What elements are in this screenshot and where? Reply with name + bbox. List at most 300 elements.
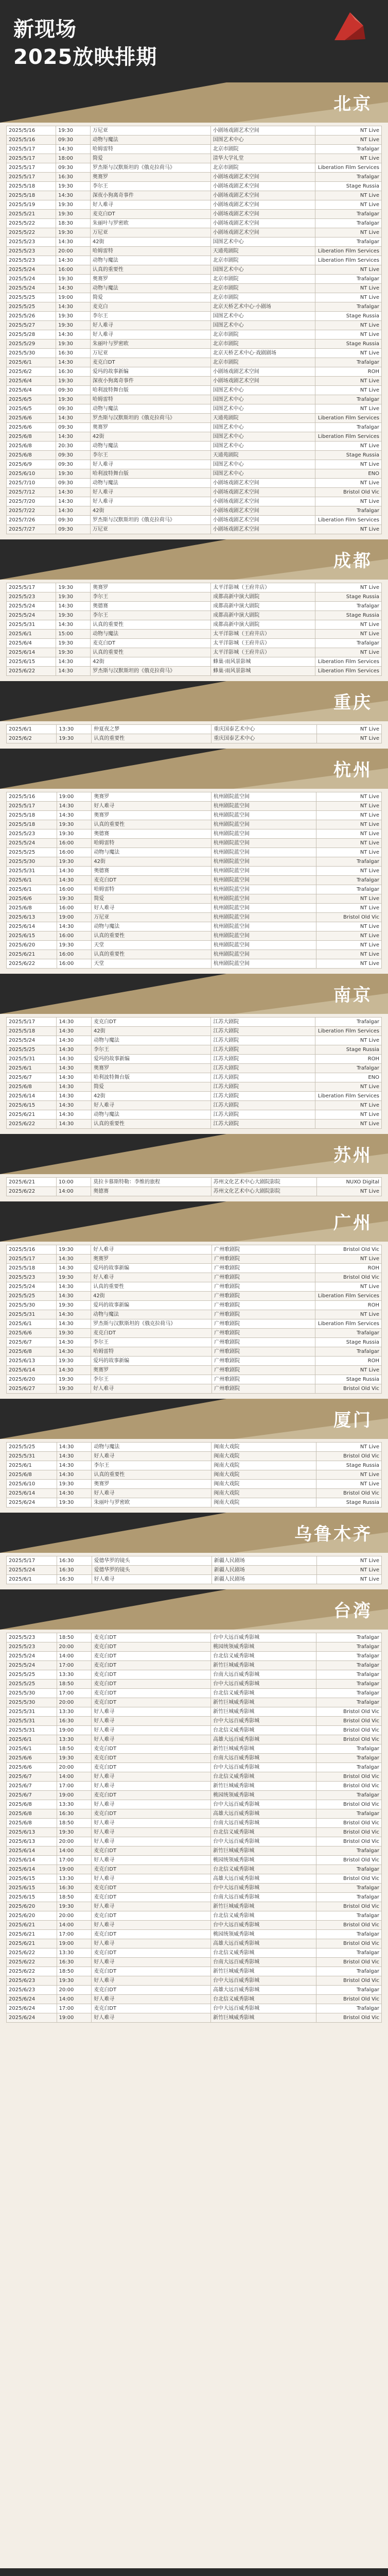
time-cell: 16:30 <box>57 1809 92 1819</box>
date-cell: 2025/6/27 <box>7 1384 57 1394</box>
date-cell: 2025/6/14 <box>7 922 57 931</box>
company-cell: Trafalgar <box>316 885 381 894</box>
title-cell: 天堂 <box>92 959 211 969</box>
date-cell: 2025/5/17 <box>7 173 56 182</box>
city-name: 杭州 <box>333 760 373 781</box>
table-row <box>7 913 382 922</box>
table-row <box>7 340 382 349</box>
time-cell: 19:00 <box>57 2013 92 2023</box>
city-section <box>0 82 388 534</box>
time-cell: 14:30 <box>56 238 91 247</box>
title-cell: 李尔王 <box>90 312 210 321</box>
venue-cell: 小剧场戏剧艺术空间 <box>210 516 315 525</box>
venue-cell: 广州歌剧院 <box>212 1255 315 1264</box>
date-cell: 2025/6/21 <box>7 1939 57 1948</box>
table-row <box>7 1375 382 1384</box>
company-cell: NT Live <box>315 460 382 469</box>
company-cell: Bristol Old Vic <box>316 1828 381 1837</box>
title-cell: 好人难寻 <box>92 1489 211 1498</box>
venue-cell: 台北信义威秀影城 <box>211 1911 316 1921</box>
time-cell: 13:30 <box>57 1800 92 1809</box>
city-section <box>0 539 388 676</box>
venue-cell: 杭州剧院蓝空间 <box>211 839 316 848</box>
venue-cell: 苏州文化艺术中心大剧院影院 <box>211 1187 316 1196</box>
date-cell: 2025/5/31 <box>7 620 56 630</box>
table-row <box>7 1470 382 1480</box>
table-row <box>7 1443 382 1452</box>
company-cell: NT Live <box>316 867 381 876</box>
date-cell: 2025/7/20 <box>7 497 56 506</box>
company-cell: Bristol Old Vic <box>316 1452 381 1461</box>
time-cell: 20:00 <box>57 1986 92 1995</box>
title-cell: 动物与魔法 <box>90 479 210 488</box>
company-cell: Trafalgar <box>315 173 382 182</box>
company-cell: Bristol Old Vic <box>316 1735 381 1744</box>
date-cell: 2025/6/5 <box>7 395 56 404</box>
venue-cell: 台中大远百威秀影城 <box>211 1633 316 1642</box>
date-cell: 2025/5/16 <box>7 126 56 135</box>
time-cell: 20:00 <box>57 1763 92 1772</box>
date-cell: 2025/6/21 <box>7 1921 57 1930</box>
venue-cell: 苏州文化艺术中心大剧院影院 <box>211 1178 316 1187</box>
table-row <box>7 432 382 442</box>
city-name: 成都 <box>333 551 373 571</box>
venue-cell: 国图艺术中心 <box>210 386 315 395</box>
date-cell: 2025/6/21 <box>7 950 57 959</box>
title-cell: 好人难寻 <box>92 1575 211 1584</box>
banner-decoration <box>0 1134 226 1174</box>
venue-cell: 闽南大戏院 <box>211 1452 316 1461</box>
date-cell: 2025/5/25 <box>7 1045 57 1055</box>
venue-cell: 新竹巨城威秀影城 <box>211 1846 316 1856</box>
time-cell: 17:00 <box>57 2004 92 2013</box>
title-cell: 麦克白DT <box>91 1329 212 1338</box>
company-cell: NT Live <box>316 904 381 913</box>
table-row <box>7 1819 382 1828</box>
time-cell: 14:00 <box>57 1846 92 1856</box>
company-cell: Stage Russia <box>315 592 382 602</box>
date-cell: 2025/6/1 <box>7 1744 57 1754</box>
venue-cell: 新疆人民剧场 <box>211 1575 316 1584</box>
company-cell: NT Live <box>316 1470 381 1480</box>
venue-cell: 广州歌剧院 <box>212 1366 315 1375</box>
company-cell: Liberation Film Services <box>315 1092 382 1101</box>
table-row <box>7 1893 382 1902</box>
date-cell: 2025/6/7 <box>7 1338 57 1347</box>
table-row <box>7 154 382 163</box>
table-row <box>7 583 382 592</box>
banner-decoration <box>0 1513 226 1553</box>
company-cell: Trafalgar <box>316 1670 381 1680</box>
company-cell: NT Live <box>316 802 381 811</box>
table-row <box>7 1744 382 1754</box>
table-row <box>7 265 382 275</box>
date-cell: 2025/6/14 <box>7 1856 57 1865</box>
date-cell: 2025/5/23 <box>7 592 56 602</box>
table-row <box>7 1357 382 1366</box>
date-cell: 2025/5/22 <box>7 219 56 228</box>
company-cell: Bristol Old Vic <box>316 1939 381 1948</box>
venue-cell: 杭州剧院蓝空间 <box>211 829 316 839</box>
company-cell: NT Live <box>315 349 382 358</box>
company-cell: NT Live <box>316 959 381 969</box>
title-cell: 好人难寻 <box>92 1819 211 1828</box>
company-cell: Trafalgar <box>315 275 382 284</box>
company-cell: Trafalgar <box>316 1633 381 1642</box>
table-row <box>7 1884 382 1893</box>
title-cell: 奥赛罗 <box>90 173 210 182</box>
banner-decoration <box>0 539 226 580</box>
table-row <box>7 302 382 312</box>
time-cell: 14:30 <box>57 867 92 876</box>
venue-cell: 台中大远百威秀影城 <box>211 1976 316 1986</box>
title-cell: 42街 <box>90 506 210 516</box>
title-cell: 认真的重要性 <box>92 734 211 743</box>
table-row <box>7 1726 382 1735</box>
venue-cell: 广州歌剧院 <box>212 1338 315 1347</box>
venue-cell: 小剧场戏剧艺术空间 <box>210 182 315 191</box>
date-cell: 2025/5/25 <box>7 293 56 302</box>
table-row <box>7 442 382 451</box>
title-cell: 万尼亚 <box>90 126 210 135</box>
venue-cell: 闽南大戏院 <box>211 1498 316 1507</box>
date-cell: 2025/5/17 <box>7 154 56 163</box>
venue-cell: 台北信义威秀影城 <box>211 1652 316 1661</box>
company-cell: Stage Russia <box>316 1461 381 1470</box>
time-cell: 14:30 <box>56 1282 91 1292</box>
table-row <box>7 1633 382 1642</box>
date-cell: 2025/6/1 <box>7 358 56 367</box>
time-cell: 13:30 <box>57 725 92 734</box>
title-cell: 麦克白DT <box>92 2004 211 2013</box>
time-cell: 16:00 <box>57 959 92 969</box>
date-cell: 2025/6/21 <box>7 1930 57 1939</box>
date-cell: 2025/6/8 <box>7 442 56 451</box>
company-cell: Stage Russia <box>315 312 382 321</box>
venue-cell: 国图艺术中心 <box>210 404 315 414</box>
title-cell: 罗杰斯与汉默斯坦的《俄克拉荷马》 <box>91 667 211 676</box>
date-cell: 2025/6/9 <box>7 460 56 469</box>
banner-decoration <box>0 82 226 123</box>
date-cell: 2025/5/16 <box>7 792 57 802</box>
time-cell: 18:50 <box>57 1967 92 1976</box>
time-cell: 19:00 <box>57 1939 92 1948</box>
date-cell: 2025/5/24 <box>7 611 56 620</box>
company-cell: Bristol Old Vic <box>316 1958 381 1967</box>
date-cell: 2025/6/8 <box>7 1082 57 1092</box>
title-cell: 哈利波特舞台版 <box>90 469 210 479</box>
company-cell: NT Live <box>315 386 382 395</box>
venue-cell: 桃园统领威秀影城 <box>211 1856 316 1865</box>
time-cell: 14:30 <box>56 602 91 611</box>
venue-cell: 桃园统领威秀影城 <box>211 1791 316 1800</box>
title-cell: 朱丽叶与罗密欧 <box>90 340 210 349</box>
title-cell: 奥赛罗 <box>90 275 210 284</box>
date-cell: 2025/5/18 <box>7 182 56 191</box>
schedule-table <box>6 1633 382 2023</box>
venue-cell: 杭州剧院蓝空间 <box>211 941 316 950</box>
title-cell: 动物与魔法 <box>92 1110 211 1120</box>
venue-cell: 太平洋影城（王府井店） <box>211 583 315 592</box>
company-cell: NT Live <box>315 126 382 135</box>
table-row <box>7 620 382 630</box>
time-cell: 20:00 <box>57 1642 92 1652</box>
table-row <box>7 1245 382 1255</box>
date-cell: 2025/6/24 <box>7 1498 57 1507</box>
company-cell: NT Live <box>316 1187 381 1196</box>
venue-cell: 太平洋影城（王府井店） <box>211 639 315 648</box>
title-cell: 罗杰斯与汉默斯坦的《俄克拉荷马》 <box>91 1319 212 1329</box>
table-row <box>7 460 382 469</box>
table-row <box>7 1384 382 1394</box>
time-cell: 14:00 <box>57 1995 92 2004</box>
table-row <box>7 1338 382 1347</box>
time-cell: 14:00 <box>57 1921 92 1930</box>
venue-cell: 台北信义威秀影城 <box>211 1865 316 1874</box>
title-cell: 麦克白DT <box>92 1689 211 1698</box>
time-cell: 19:30 <box>57 1828 92 1837</box>
venue-cell: 台南大远百威秀影城 <box>211 1819 316 1828</box>
date-cell: 2025/7/10 <box>7 479 56 488</box>
title-cell: 哈姆雷特 <box>90 395 210 404</box>
date-cell: 2025/6/14 <box>7 1865 57 1874</box>
company-cell: Bristol Old Vic <box>316 1995 381 2004</box>
venue-cell: 杭州剧院蓝空间 <box>211 931 316 941</box>
date-cell: 2025/5/31 <box>7 1310 57 1319</box>
time-cell: 18:50 <box>57 1680 92 1689</box>
table-row <box>7 497 382 506</box>
time-cell: 14:30 <box>57 1120 92 1129</box>
table-row <box>7 479 382 488</box>
time-cell: 18:50 <box>57 1633 92 1642</box>
time-cell: 09:30 <box>56 479 91 488</box>
company-cell: NT Live <box>315 1310 382 1319</box>
time-cell: 19:30 <box>57 1754 92 1763</box>
date-cell: 2025/6/6 <box>7 894 57 904</box>
title-cell: 认真的重要性 <box>92 931 211 941</box>
venue-cell: 广州歌剧院 <box>212 1319 315 1329</box>
time-cell: 14:30 <box>56 432 91 442</box>
time-cell: 17:00 <box>57 1930 92 1939</box>
banner-decoration <box>0 749 226 789</box>
time-cell: 19:30 <box>56 592 91 602</box>
company-cell: Trafalgar <box>316 1763 381 1772</box>
venue-cell: 广州歌剧院 <box>212 1384 315 1394</box>
title-cell: 深夜小狗离奇事件 <box>90 191 210 200</box>
title-cell: 李尔王 <box>90 451 210 460</box>
city-name: 乌鲁木齐 <box>294 1524 373 1545</box>
title-cell: 简爱 <box>92 894 211 904</box>
title-cell: 动物与魔法 <box>92 1443 211 1452</box>
company-cell: Trafalgar <box>316 1846 381 1856</box>
time-cell: 19:30 <box>56 1357 91 1366</box>
venue-cell: 新竹巨城威秀影城 <box>211 1698 316 1707</box>
venue-cell: 江苏大剧院 <box>211 1082 315 1092</box>
company-cell: Trafalgar <box>316 1809 381 1819</box>
company-cell: Bristol Old Vic <box>316 1837 381 1846</box>
title-cell: 爱玛的故事新编 <box>91 1264 212 1273</box>
company-cell: NT Live <box>315 1110 382 1120</box>
company-cell: NT Live <box>316 848 381 857</box>
date-cell: 2025/6/7 <box>7 1772 57 1782</box>
company-cell: NT Live <box>315 191 382 200</box>
table-row <box>7 950 382 959</box>
company-cell: Bristol Old Vic <box>316 1874 381 1884</box>
company-cell: Trafalgar <box>315 639 382 648</box>
venue-cell: 桃园统领威秀影城 <box>211 1642 316 1652</box>
table-row <box>7 293 382 302</box>
title-cell: 动物与魔法 <box>92 848 211 857</box>
venue-cell: 台北信义威秀影城 <box>211 1772 316 1782</box>
time-cell: 19:30 <box>56 583 91 592</box>
company-cell: Bristol Old Vic <box>316 1976 381 1986</box>
venue-cell: 蜂巢·雨风景影城 <box>211 667 315 676</box>
date-cell: 2025/5/22 <box>7 228 56 238</box>
title-line-1: 新现场 <box>13 18 77 41</box>
title-cell: 42街 <box>91 657 211 667</box>
company-cell: NT Live <box>316 1443 381 1452</box>
venue-cell: 闽南大戏院 <box>211 1480 316 1489</box>
title-cell: 万尼亚 <box>92 913 211 922</box>
table-row <box>7 1018 382 1027</box>
venue-cell: 国图艺术中心 <box>210 135 315 145</box>
title-cell: 好人难寻 <box>92 904 211 913</box>
time-cell: 19:30 <box>56 395 91 404</box>
time-cell: 14:30 <box>56 506 91 516</box>
table-row <box>7 488 382 497</box>
time-cell: 18:50 <box>57 1819 92 1828</box>
title-cell: 李尔王 <box>92 1461 211 1470</box>
venue-cell: 江苏大剧院 <box>211 1036 315 1045</box>
time-cell: 19:30 <box>57 1902 92 1911</box>
date-cell: 2025/6/21 <box>7 1110 57 1120</box>
venue-cell: 北京市剧院 <box>210 293 315 302</box>
company-cell: Liberation Film Services <box>315 667 382 676</box>
title-cell: 认真的重要性 <box>92 1470 211 1480</box>
venue-cell: 新竹巨城威秀影城 <box>211 1967 316 1976</box>
venue-cell: 台中大远百威秀影城 <box>211 2004 316 2013</box>
time-cell: 19:30 <box>57 820 92 829</box>
city-banner <box>0 1134 388 1174</box>
company-cell: NT Live <box>315 620 382 630</box>
time-cell: 14:30 <box>57 1461 92 1470</box>
date-cell: 2025/5/23 <box>7 829 57 839</box>
date-cell: 2025/6/24 <box>7 1995 57 2004</box>
date-cell: 2025/5/25 <box>7 302 56 312</box>
company-cell: NT Live <box>315 1366 382 1375</box>
date-cell: 2025/6/7 <box>7 1073 57 1082</box>
time-cell: 19:30 <box>57 1498 92 1507</box>
company-cell: Trafalgar <box>315 1018 382 1027</box>
time-cell: 19:30 <box>56 1329 91 1338</box>
city-section <box>0 1513 388 1584</box>
title-cell: 奥德赛 <box>92 829 211 839</box>
venue-cell: 杭州剧院蓝空间 <box>211 802 316 811</box>
table-row <box>7 228 382 238</box>
table-row <box>7 1995 382 2004</box>
title-cell: 深夜小狗离奇事件 <box>90 377 210 386</box>
venue-cell: 高雄大远百威秀影城 <box>211 1735 316 1744</box>
title-cell: 动物与魔法 <box>90 256 210 265</box>
venue-cell: 广州歌剧院 <box>212 1292 315 1301</box>
company-cell: NT Live <box>315 1036 382 1045</box>
date-cell: 2025/6/1 <box>7 1735 57 1744</box>
venue-cell: 成都高新中演大剧院 <box>211 611 315 620</box>
venue-cell: 杭州剧院蓝空间 <box>211 913 316 922</box>
title-cell: 万尼亚 <box>90 349 210 358</box>
table-row <box>7 1828 382 1837</box>
title-cell: 好人难寻 <box>92 1921 211 1930</box>
city-section <box>0 1399 388 1507</box>
time-cell: 16:00 <box>57 950 92 959</box>
title-cell: 麦克白DT <box>92 1865 211 1874</box>
date-cell: 2025/6/15 <box>7 1884 57 1893</box>
date-cell: 2025/5/16 <box>7 135 56 145</box>
company-cell: Liberation Film Services <box>315 657 382 667</box>
date-cell: 2025/6/2 <box>7 367 56 377</box>
table-row <box>7 829 382 839</box>
company-cell: NT Live <box>315 321 382 330</box>
time-cell: 16:30 <box>57 1884 92 1893</box>
company-cell: Bristol Old Vic <box>316 1819 381 1828</box>
schedule-table <box>6 583 382 676</box>
title-cell: 动物与魔法 <box>90 135 210 145</box>
time-cell: 14:30 <box>56 1338 91 1347</box>
table-row <box>7 959 382 969</box>
table-row <box>7 885 382 894</box>
title-cell: 好人难寻 <box>92 1976 211 1986</box>
time-cell: 14:30 <box>56 667 91 676</box>
title-cell: 好人难寻 <box>92 1717 211 1726</box>
table-row <box>7 922 382 931</box>
company-cell: Liberation Film Services <box>315 1319 382 1329</box>
time-cell: 14:30 <box>56 497 91 506</box>
company-cell: Stage Russia <box>316 1498 381 1507</box>
company-cell: NT Live <box>316 811 381 820</box>
table-row <box>7 1556 382 1566</box>
city-banner <box>0 1201 388 1242</box>
title-cell: 好人难寻 <box>90 200 210 210</box>
table-row <box>7 1329 382 1338</box>
time-cell: 19:30 <box>57 1480 92 1489</box>
title-cell: 好人难寻 <box>92 1782 211 1791</box>
date-cell: 2025/6/6 <box>7 414 56 423</box>
time-cell: 14:30 <box>56 358 91 367</box>
city-section <box>0 1134 388 1196</box>
time-cell: 16:00 <box>57 839 92 848</box>
time-cell: 14:30 <box>57 1489 92 1498</box>
venue-cell: 江苏大剧院 <box>211 1110 315 1120</box>
title-cell: 奥德赛 <box>92 867 211 876</box>
date-cell: 2025/5/23 <box>7 256 56 265</box>
company-cell: NT Live <box>316 1556 381 1566</box>
time-cell: 14:30 <box>57 1110 92 1120</box>
city-banner <box>0 749 388 789</box>
table-row <box>7 1055 382 1064</box>
venue-cell: 北京市剧院 <box>210 358 315 367</box>
date-cell: 2025/6/8 <box>7 1800 57 1809</box>
company-cell: Trafalgar <box>316 1689 381 1698</box>
city-section <box>0 1589 388 2023</box>
venue-cell: 江苏大剧院 <box>211 1027 315 1036</box>
title-cell: 奥赛罗 <box>90 423 210 432</box>
table-row <box>7 321 382 330</box>
company-cell: ROH <box>315 367 382 377</box>
date-cell: 2025/6/24 <box>7 2013 57 2023</box>
title-cell: 好人难寻 <box>90 497 210 506</box>
time-cell: 09:30 <box>56 386 91 395</box>
title-cell: 好人难寻 <box>92 1772 211 1782</box>
